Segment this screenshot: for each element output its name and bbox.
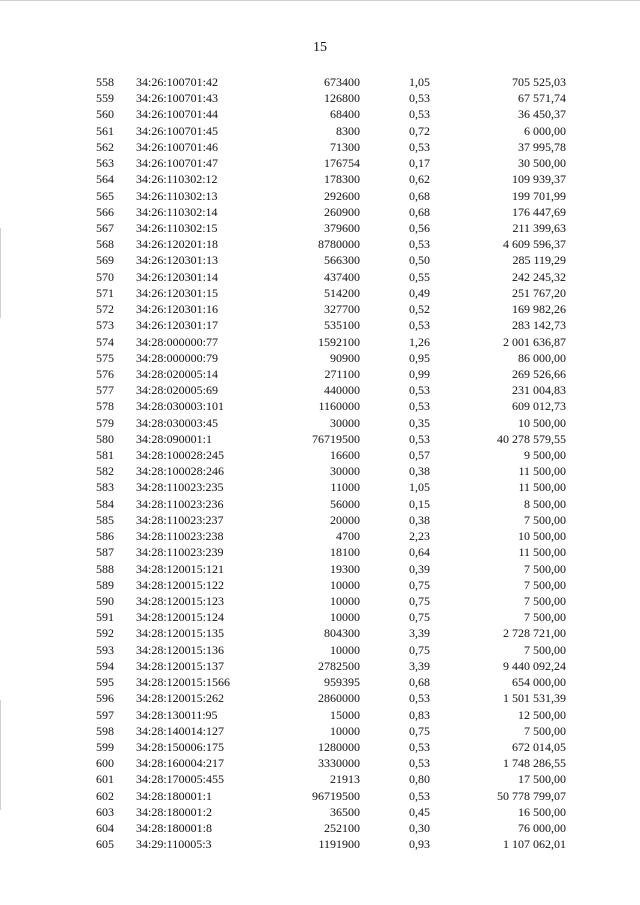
cadastral-number: 34:28:150006:175 <box>136 739 225 754</box>
area-value: 15000 <box>330 707 360 722</box>
row-number: 571 <box>96 285 114 300</box>
table-row <box>0 236 640 252</box>
amount-value: 76 000,00 <box>518 821 566 836</box>
coefficient-value: 0,53 <box>409 383 430 398</box>
coefficient-value: 0,75 <box>409 594 430 608</box>
amount-value: 7 500,00 <box>524 723 566 738</box>
table-row <box>0 771 640 787</box>
area-value: 19300 <box>330 561 360 576</box>
table-row <box>0 496 640 512</box>
coefficient-value: 0,53 <box>409 739 430 754</box>
table-row <box>0 139 640 155</box>
row-number: 562 <box>96 139 114 154</box>
amount-value: 176 447,69 <box>512 204 566 219</box>
cadastral-number: 34:28:110023:237 <box>136 512 224 527</box>
table-row <box>0 577 640 593</box>
cadastral-number: 34:26:100701:45 <box>136 123 219 138</box>
cadastral-number: 34:28:120015:121 <box>136 561 225 576</box>
row-number: 576 <box>96 366 114 381</box>
amount-value: 67 571,74 <box>518 91 566 106</box>
coefficient-value: 2,23 <box>409 529 430 544</box>
table-row <box>0 398 640 414</box>
area-value: 3330000 <box>318 756 360 771</box>
data-table <box>0 74 640 853</box>
table-row <box>0 544 640 560</box>
table-row <box>0 836 640 852</box>
row-number: 585 <box>96 512 114 527</box>
amount-value: 7 500,00 <box>524 610 566 625</box>
cadastral-number: 34:28:110023:238 <box>136 529 224 544</box>
row-number: 558 <box>96 75 114 89</box>
table-row <box>0 739 640 755</box>
cadastral-number: 34:29:110005:3 <box>136 837 212 852</box>
row-number: 598 <box>96 723 114 738</box>
cadastral-number: 34:28:120015:136 <box>136 642 225 657</box>
coefficient-value: 1,05 <box>409 75 430 89</box>
row-number: 559 <box>96 91 114 106</box>
cadastral-number: 34:28:120015:124 <box>136 610 225 625</box>
amount-value: 1 501 531,39 <box>503 691 566 706</box>
amount-value: 231 004,83 <box>512 383 566 398</box>
coefficient-value: 0,83 <box>409 707 430 722</box>
area-value: 16600 <box>330 448 360 463</box>
row-number: 591 <box>96 610 114 625</box>
row-number: 600 <box>96 756 114 771</box>
row-number: 603 <box>96 804 114 819</box>
area-value: 959395 <box>324 675 360 690</box>
row-number: 572 <box>96 302 114 317</box>
coefficient-value: 0,68 <box>409 188 430 203</box>
area-value: 804300 <box>324 626 360 641</box>
cadastral-number: 34:26:120301:13 <box>136 253 219 268</box>
cadastral-number: 34:28:120015:123 <box>136 594 225 608</box>
amount-value: 609 012,73 <box>512 399 566 414</box>
area-value: 2782500 <box>318 658 360 673</box>
amount-value: 211 399,63 <box>512 220 566 235</box>
amount-value: 283 142,73 <box>512 318 566 333</box>
coefficient-value: 0,53 <box>409 431 430 446</box>
cadastral-number: 34:26:120301:15 <box>136 285 219 300</box>
area-value: 96719500 <box>312 788 360 803</box>
table-row <box>0 707 640 723</box>
table-row <box>0 188 640 204</box>
table-row <box>0 155 640 171</box>
row-number: 561 <box>96 123 114 138</box>
amount-value: 50 778 799,07 <box>497 788 566 803</box>
coefficient-value: 0,38 <box>409 464 430 479</box>
coefficient-value: 0,53 <box>409 107 430 122</box>
amount-value: 672 014,05 <box>512 739 566 754</box>
table-row <box>0 658 640 674</box>
area-value: 271100 <box>324 366 360 381</box>
area-value: 90900 <box>330 350 360 365</box>
table-row <box>0 431 640 447</box>
cadastral-number: 34:26:100701:43 <box>136 91 219 106</box>
coefficient-value: 0,53 <box>409 788 430 803</box>
coefficient-value: 0,75 <box>409 642 430 657</box>
coefficient-value: 0,56 <box>409 220 430 235</box>
table-row <box>0 690 640 706</box>
table-row <box>0 609 640 625</box>
table-row <box>0 625 640 641</box>
row-number: 579 <box>96 415 114 430</box>
cadastral-number: 34:26:110302:14 <box>136 204 218 219</box>
table-row <box>0 561 640 577</box>
scan-edge-top <box>0 0 640 1</box>
area-value: 10000 <box>330 723 360 738</box>
area-value: 126800 <box>324 91 360 106</box>
coefficient-value: 0,53 <box>409 139 430 154</box>
amount-value: 4 609 596,37 <box>503 237 566 252</box>
row-number: 573 <box>96 318 114 333</box>
amount-value: 30 500,00 <box>518 156 566 171</box>
area-value: 21913 <box>330 772 360 787</box>
coefficient-value: 3,39 <box>409 626 430 641</box>
row-number: 566 <box>96 204 114 219</box>
cadastral-number: 34:28:120015:1566 <box>136 675 231 690</box>
coefficient-value: 0,99 <box>409 366 430 381</box>
cadastral-number: 34:28:090001:1 <box>136 431 213 446</box>
cadastral-number: 34:28:160004:217 <box>136 756 225 771</box>
row-number: 589 <box>96 577 114 592</box>
cadastral-number: 34:26:100701:44 <box>136 107 219 122</box>
table-row <box>0 334 640 350</box>
coefficient-value: 0,80 <box>409 772 430 787</box>
amount-value: 109 939,37 <box>512 172 566 187</box>
amount-value: 7 500,00 <box>524 577 566 592</box>
coefficient-value: 0,39 <box>409 561 430 576</box>
cadastral-number: 34:28:130011:95 <box>136 707 218 722</box>
table-row <box>0 350 640 366</box>
coefficient-value: 0,53 <box>409 691 430 706</box>
cadastral-number: 34:28:180001:8 <box>136 821 213 836</box>
area-value: 68400 <box>330 107 360 122</box>
table-row <box>0 593 640 609</box>
row-number: 560 <box>96 107 114 122</box>
area-value: 56000 <box>330 496 360 511</box>
table-row <box>0 447 640 463</box>
amount-value: 705 525,03 <box>512 75 566 89</box>
area-value: 30000 <box>330 415 360 430</box>
amount-value: 251 767,20 <box>512 285 566 300</box>
coefficient-value: 0,75 <box>409 577 430 592</box>
table-row <box>0 204 640 220</box>
amount-value: 2 728 721,00 <box>503 626 566 641</box>
row-number: 564 <box>96 172 114 187</box>
row-number: 574 <box>96 334 114 349</box>
row-number: 593 <box>96 642 114 657</box>
row-number: 601 <box>96 772 114 787</box>
cadastral-number: 34:26:110302:12 <box>136 172 218 187</box>
area-value: 30000 <box>330 464 360 479</box>
table-row <box>0 220 640 236</box>
row-number: 575 <box>96 350 114 365</box>
cadastral-number: 34:28:120015:137 <box>136 658 225 673</box>
table-row <box>0 171 640 187</box>
area-value: 76719500 <box>312 431 360 446</box>
table-row <box>0 366 640 382</box>
area-value: 514200 <box>324 285 360 300</box>
row-number: 599 <box>96 739 114 754</box>
table-row <box>0 479 640 495</box>
cadastral-number: 34:28:110023:235 <box>136 480 224 495</box>
coefficient-value: 0,50 <box>409 253 430 268</box>
amount-value: 7 500,00 <box>524 561 566 576</box>
coefficient-value: 0,53 <box>409 756 430 771</box>
cadastral-number: 34:28:100028:246 <box>136 464 225 479</box>
cadastral-number: 34:28:030003:45 <box>136 415 219 430</box>
table-row <box>0 820 640 836</box>
amount-value: 37 995,78 <box>518 139 566 154</box>
table-row <box>0 642 640 658</box>
coefficient-value: 0,75 <box>409 723 430 738</box>
table-row <box>0 317 640 333</box>
area-value: 1280000 <box>318 739 360 754</box>
area-value: 1592100 <box>318 334 360 349</box>
row-number: 580 <box>96 431 114 446</box>
table-row <box>0 301 640 317</box>
coefficient-value: 0,49 <box>409 285 430 300</box>
table-row <box>0 382 640 398</box>
coefficient-value: 0,72 <box>409 123 430 138</box>
table-row <box>0 755 640 771</box>
coefficient-value: 0,57 <box>409 448 430 463</box>
area-value: 20000 <box>330 512 360 527</box>
table-row <box>0 252 640 268</box>
area-value: 8780000 <box>318 237 360 252</box>
cadastral-number: 34:26:110302:15 <box>136 220 218 235</box>
coefficient-value: 0,68 <box>409 675 430 690</box>
row-number: 586 <box>96 529 114 544</box>
coefficient-value: 0,15 <box>409 496 430 511</box>
row-number: 583 <box>96 480 114 495</box>
row-number: 582 <box>96 464 114 479</box>
row-number: 595 <box>96 675 114 690</box>
amount-value: 40 278 579,55 <box>497 431 566 446</box>
area-value: 260900 <box>324 204 360 219</box>
page-number: 15 <box>313 40 327 55</box>
row-number: 594 <box>96 658 114 673</box>
amount-value: 10 500,00 <box>518 415 566 430</box>
amount-value: 199 701,99 <box>512 188 566 203</box>
amount-value: 11 500,00 <box>518 480 566 495</box>
cadastral-number: 34:28:000000:77 <box>136 334 219 349</box>
cadastral-number: 34:28:110023:239 <box>136 545 224 560</box>
table-row <box>0 285 640 301</box>
table-row <box>0 123 640 139</box>
amount-value: 36 450,37 <box>518 107 566 122</box>
area-value: 10000 <box>330 594 360 608</box>
amount-value: 1 107 062,01 <box>503 837 566 852</box>
cadastral-number: 34:28:000000:79 <box>136 350 219 365</box>
table-row <box>0 463 640 479</box>
area-value: 8300 <box>336 123 360 138</box>
row-number: 590 <box>96 594 114 608</box>
amount-value: 7 500,00 <box>524 642 566 657</box>
table-row <box>0 528 640 544</box>
row-number: 577 <box>96 383 114 398</box>
row-number: 569 <box>96 253 114 268</box>
row-number: 592 <box>96 626 114 641</box>
amount-value: 269 526,66 <box>512 366 566 381</box>
area-value: 1191900 <box>318 837 360 852</box>
row-number: 602 <box>96 788 114 803</box>
amount-value: 6 000,00 <box>524 123 566 138</box>
amount-value: 242 245,32 <box>512 269 566 284</box>
area-value: 379600 <box>324 220 360 235</box>
cadastral-number: 34:26:110302:13 <box>136 188 218 203</box>
amount-value: 12 500,00 <box>518 707 566 722</box>
area-value: 18100 <box>330 545 360 560</box>
area-value: 252100 <box>324 821 360 836</box>
coefficient-value: 0,17 <box>409 156 430 171</box>
table-row <box>0 415 640 431</box>
amount-value: 654 000,00 <box>512 675 566 690</box>
table-row <box>0 90 640 106</box>
area-value: 673400 <box>324 75 360 89</box>
cadastral-number: 34:28:020005:69 <box>136 383 219 398</box>
cadastral-number: 34:28:020005:14 <box>136 366 219 381</box>
cadastral-number: 34:28:120015:262 <box>136 691 225 706</box>
cadastral-number: 34:28:180001:1 <box>136 788 213 803</box>
coefficient-value: 0,95 <box>409 350 430 365</box>
cadastral-number: 34:28:170005:455 <box>136 772 225 787</box>
coefficient-value: 0,53 <box>409 318 430 333</box>
row-number: 568 <box>96 237 114 252</box>
area-value: 1160000 <box>318 399 360 414</box>
table-row <box>0 106 640 122</box>
area-value: 10000 <box>330 642 360 657</box>
coefficient-value: 0,52 <box>409 302 430 317</box>
row-number: 588 <box>96 561 114 576</box>
amount-value: 7 500,00 <box>524 594 566 608</box>
amount-value: 8 500,00 <box>524 496 566 511</box>
amount-value: 7 500,00 <box>524 512 566 527</box>
row-number: 570 <box>96 269 114 284</box>
table-row <box>0 512 640 528</box>
row-number: 587 <box>96 545 114 560</box>
table-row <box>0 74 640 90</box>
cadastral-number: 34:26:100701:46 <box>136 139 219 154</box>
area-value: 327700 <box>324 302 360 317</box>
area-value: 437400 <box>324 269 360 284</box>
row-number: 565 <box>96 188 114 203</box>
row-number: 578 <box>96 399 114 414</box>
amount-value: 11 500,00 <box>518 464 566 479</box>
cadastral-number: 34:26:120301:17 <box>136 318 219 333</box>
cadastral-number: 34:26:100701:42 <box>136 75 219 89</box>
coefficient-value: 0,64 <box>409 545 430 560</box>
area-value: 566300 <box>324 253 360 268</box>
row-number: 563 <box>96 156 114 171</box>
area-value: 176754 <box>324 156 360 171</box>
area-value: 10000 <box>330 577 360 592</box>
area-value: 11000 <box>330 480 360 495</box>
row-number: 567 <box>96 220 114 235</box>
cadastral-number: 34:28:120015:122 <box>136 577 225 592</box>
amount-value: 10 500,00 <box>518 529 566 544</box>
coefficient-value: 1,05 <box>409 480 430 495</box>
coefficient-value: 0,62 <box>409 172 430 187</box>
amount-value: 9 440 092,24 <box>503 658 566 673</box>
coefficient-value: 0,53 <box>409 237 430 252</box>
coefficient-value: 1,26 <box>409 334 430 349</box>
row-number: 605 <box>96 837 114 852</box>
coefficient-value: 0,30 <box>409 821 430 836</box>
coefficient-value: 0,75 <box>409 610 430 625</box>
cadastral-number: 34:28:030003:101 <box>136 399 225 414</box>
amount-value: 2 001 636,87 <box>503 334 566 349</box>
row-number: 597 <box>96 707 114 722</box>
table-row <box>0 723 640 739</box>
cadastral-number: 34:28:140014:127 <box>136 723 225 738</box>
cadastral-number: 34:26:120301:14 <box>136 269 219 284</box>
cadastral-number: 34:28:110023:236 <box>136 496 224 511</box>
cadastral-number: 34:28:120015:135 <box>136 626 225 641</box>
amount-value: 285 119,29 <box>512 253 566 268</box>
amount-value: 17 500,00 <box>518 772 566 787</box>
row-number: 596 <box>96 691 114 706</box>
area-value: 10000 <box>330 610 360 625</box>
coefficient-value: 0,55 <box>409 269 430 284</box>
cadastral-number: 34:26:120301:16 <box>136 302 219 317</box>
amount-value: 16 500,00 <box>518 804 566 819</box>
coefficient-value: 3,39 <box>409 658 430 673</box>
amount-value: 1 748 286,55 <box>503 756 566 771</box>
cadastral-number: 34:28:180001:2 <box>136 804 213 819</box>
table-row <box>0 269 640 285</box>
cadastral-number: 34:26:100701:47 <box>136 156 219 171</box>
amount-value: 11 500,00 <box>518 545 566 560</box>
coefficient-value: 0,35 <box>409 415 430 430</box>
table-row <box>0 674 640 690</box>
coefficient-value: 0,38 <box>409 512 430 527</box>
area-value: 535100 <box>324 318 360 333</box>
area-value: 178300 <box>324 172 360 187</box>
area-value: 292600 <box>324 188 360 203</box>
coefficient-value: 0,53 <box>409 399 430 414</box>
area-value: 440000 <box>324 383 360 398</box>
coefficient-value: 0,53 <box>409 91 430 106</box>
amount-value: 86 000,00 <box>518 350 566 365</box>
area-value: 4700 <box>336 529 360 544</box>
area-value: 71300 <box>330 139 360 154</box>
cadastral-number: 34:26:120201:18 <box>136 237 219 252</box>
table-row <box>0 804 640 820</box>
coefficient-value: 0,93 <box>409 837 430 852</box>
amount-value: 169 982,26 <box>512 302 566 317</box>
area-value: 36500 <box>330 804 360 819</box>
coefficient-value: 0,68 <box>409 204 430 219</box>
row-number: 581 <box>96 448 114 463</box>
amount-value: 9 500,00 <box>524 448 566 463</box>
row-number: 604 <box>96 821 114 836</box>
coefficient-value: 0,45 <box>409 804 430 819</box>
table-row <box>0 788 640 804</box>
row-number: 584 <box>96 496 114 511</box>
area-value: 2860000 <box>318 691 360 706</box>
cadastral-number: 34:28:100028:245 <box>136 448 225 463</box>
